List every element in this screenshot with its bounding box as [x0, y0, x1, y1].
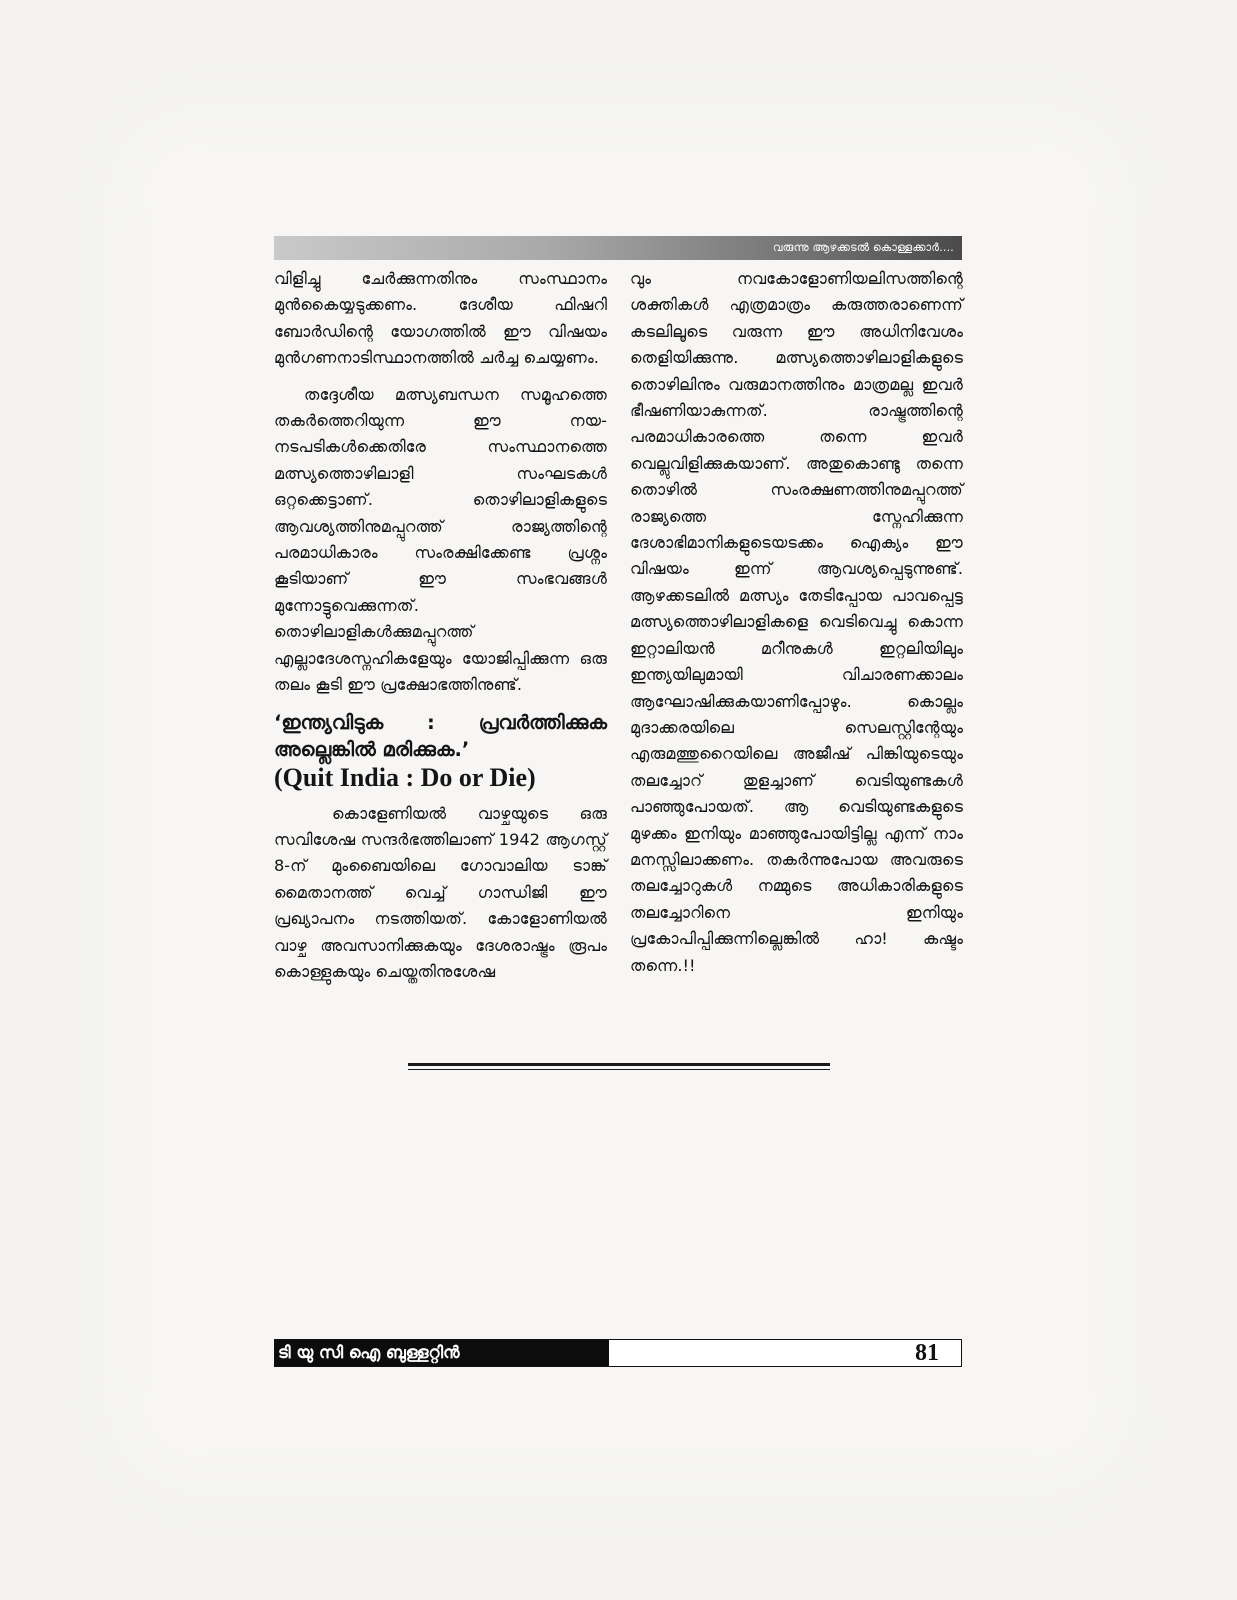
article-end-rule	[408, 1063, 830, 1066]
section-subheading: ‘ഇന്ത്യവിടുക : പ്രവർത്തിക്കുക അല്ലെങ്കിൽ മരിക്കുക.’	[274, 710, 607, 761]
left-paragraph-2: തദ്ദേശീയ മത്സ്യബന്ധന സമൂഹത്തെ തകർത്തെറിയുന്ന ഈ നയ-നടപടികൾക്കെതിരേ സംസ്ഥാനത്തെ മത്സ്യത്തൊഴിലാളി സംഘടകൾ ഒറ്റക്കെട്ടാണ്. തൊഴിലാളികളുടെ ആവശ്യത്തിനുമപ്പുറത്ത് രാജ്യത്തിന്റെ പരമാധികാരം സംരക്ഷിക്കേണ്ട പ്രശ്നം കൂടിയാണ് ഈ സംഭവങ്ങൾ മുന്നോട്ടുവെക്കുന്നത്. തൊഴിലാളികൾക്കുമപ്പുറത്ത് എല്ലാദേശസ്നഹികളേയും യോജിപ്പിക്കുന്ന ഒരു തലം കൂടി ഈ പ്രക്ഷോഭത്തിനുണ്ട്.	[274, 384, 607, 695]
section-subheading-english: (Quit India : Do or Die)	[274, 762, 536, 792]
page-number: 81	[915, 1340, 939, 1366]
right-paragraph-1: വും നവകോളോണിയലിസത്തിന്റെ ശക്തികൾ എത്രമാത്രം കരുത്തരാണെന്ന് കടലിലൂടെ വരുന്ന ഈ അധിനിവേശം തെളിയിക്കുന്നു. മത്സ്യത്തൊഴിലാളികളുടെ തൊഴിലിനും വരുമാനത്തിനും മാത്രമല്ല ഇവർ ഭീഷണിയാകുന്നത്. രാഷ്ട്രത്തിന്റെ പരമാധികാരത്തെ തന്നെ ഇവർ വെല്ലുവിളിക്കുകയാണ്. അതുകൊണ്ടു തന്നെ തൊഴിൽ സംരക്ഷണത്തിനുമപ്പുറത്ത് രാജ്യത്തെ സ്നേഹിക്കുന്ന ദേശാഭിമാനികളുടെയടക്കം ഐക്യം ഈ വിഷയം ഇന്ന് ആവശ്യപ്പെടുന്നുണ്ട്. ആഴക്കടലിൽ മത്സ്യം തേടിപ്പോയ പാവപ്പെട്ട മത്സ്യത്തൊഴിലാളികളെ വെടിവെച്ചു കൊന്ന ഇറ്റാലിയൻ മറീനുകൾ ഇറ്റലിയിലും ഇന്ത്യയിലുമായി വിചാരണക്കാലം ആഘോഷിക്കുകയാണിപ്പോഴും. കൊല്ലം മുദാക്കരയിലെ സെലസ്റ്റിന്റേയും എരുമത്തുറൈയിലെ അജീഷ് പിങ്കിയുടെയും തലച്ചോറ് തുളച്ചാണ് വെടിയുണ്ടകൾ പാഞ്ഞുപോയത്. ആ വെടിയുണ്ടകളുടെ മുഴക്കം ഇനിയും മാഞ്ഞുപോയിട്ടില്ല എന്ന് നാം മനസ്സിലാക്കണം. തകർന്നുപോയ അവരുടെ തലച്ചോറുകൾ നമ്മുടെ അധികാരികളുടെ തലച്ചോറിനെ ഇനിയും പ്രകോപിപ്പിക്കുന്നില്ലെങ്കിൽ ഹാ! കഷ്ടം തന്നെ.!!	[630, 269, 963, 975]
publication-name: ടി യു സി ഐ ബുള്ളറ്റിൻ	[275, 1340, 609, 1366]
left-paragraph-1: വിളിച്ചു ചേർക്കുന്നതിനും സംസ്ഥാനം മുൻകൈയ്യടുക്കണം. ദേശീയ ഫിഷറി ബോർഡിന്റെ യോഗത്തിൽ ഈ വിഷയം മുൻഗണനാടിസ്ഥാനത്തിൽ ചർച്ച ചെയ്യണം.	[274, 269, 607, 368]
left-column	[274, 266, 607, 985]
left-paragraph-3: കൊളേണിയൽ വാഴ്ചയുടെ ഒരു സവിശേഷ സന്ദർഭത്തിലാണ് 1942 ആഗസ്റ്റ് 8-ന് മുംബൈയിലെ ഗോവാലിയ ടാങ്ക് മൈതാനത്ത് വെച്ച് ഗാന്ധിജി ഈ പ്രഖ്യാപനം നടത്തിയത്. കോളോണിയൽ വാഴ്ച അവസാനിക്കുകയും ദേശരാഷ്ട്രം രൂപം കൊള്ളുകയും ചെയ്തതിനുശേഷ	[274, 803, 607, 981]
running-header-title: വരുന്നു ആഴക്കടൽ കൊള്ളക്കാർ....	[772, 241, 954, 254]
page-footer	[274, 1339, 962, 1367]
right-column	[630, 266, 963, 979]
article-end-rule-thin	[408, 1069, 830, 1070]
running-header-bar	[274, 236, 962, 260]
